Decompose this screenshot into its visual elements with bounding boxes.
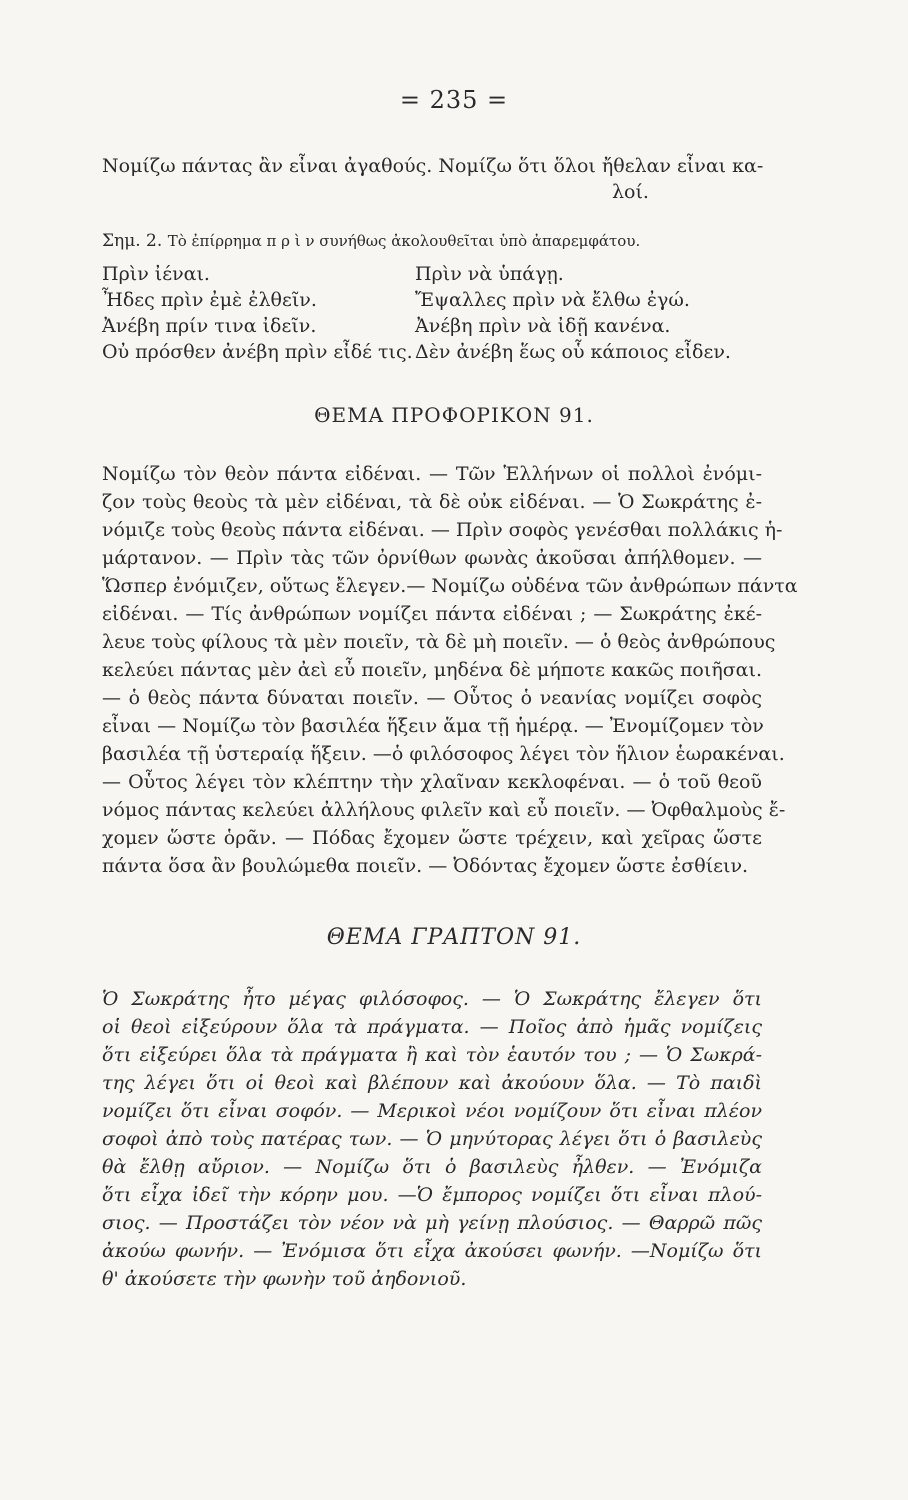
text-line: ἀκούω φωνήν. — Ἐνόμισα ὅτι εἶχα ἀκούσει φωνήν. —Νομίζω ὅτι [102, 1240, 762, 1262]
text-line: χομεν ὥστε ὁρᾶν. — Πόδας ἔχομεν ὥστε τρέχειν, καὶ χεῖρας ὥστε [102, 827, 762, 849]
text-line: κελεύει πάντας μὲν ἀεὶ εὖ ποιεῖν, μηδένα δὲ μήποτε κακῶς ποιῆσαι. [102, 659, 762, 681]
text-line: οἱ θεοὶ εἰξεύρουν ὅλα τὰ πράγματα. — Ποῖος ἀπὸ ἡμᾶς νομίζεις [102, 1016, 762, 1038]
text-line: εἰδέναι. — Τίς ἀνθρώπων νομίζει πάντα εἰδέναι ; — Σωκράτης ἐκέ- [102, 603, 762, 625]
note-label: Σημ. 2. [102, 231, 163, 251]
text-line: νόμιζε τοὺς θεοὺς πάντα εἰδέναι. — Πρὶν σοφὸς γενέσθαι πολλάκις ἡ- [102, 519, 783, 541]
page-number: = 235 = [399, 86, 509, 114]
example-left: Ἦδες πρὶν ἐμὲ ἐλθεῖν. [102, 289, 317, 311]
text-line: θ' ἀκούσετε τὴν φωνὴν τοῦ ἀηδονιοῦ. [102, 1268, 467, 1290]
text-line: — Οὗτος λέγει τὸν κλέπτην τὴν χλαῖναν κεκλοφέναι. — ὁ τοῦ θεοῦ [102, 771, 762, 793]
text-line: βασιλέα τῇ ὑστεραίᾳ ἥξειν. —ὁ φιλόσοφος λέγει τὸν ἥλιον ἑωρακέναι. [102, 743, 785, 765]
text-line: Ὁ Σωκράτης ἦτο μέγας φιλόσοφος. — Ὁ Σωκράτης ἔλεγεν ὅτι [102, 988, 762, 1010]
text-line: — ὁ θεὸς πάντα δύναται ποιεῖν. — Οὗτος ὁ νεανίας νομίζει σοφὸς [102, 687, 762, 709]
text-line: Ὥσπερ ἐνόμιζεν, οὕτως ἔλεγεν.— Νομίζω οὐδένα τῶν ἀνθρώπων πάντα [102, 575, 798, 597]
text-line: ὅτι εἰξεύρει ὅλα τὰ πράγματα ἢ καὶ τὸν ἑαυτόν του ; — Ὁ Σωκρά- [102, 1044, 762, 1066]
example-left: Ἀνέβη πρίν τινα ἰδεῖν. [102, 315, 317, 337]
note-text: Τὸ ἐπίρρημα π ρ ὶ ν συνήθως ἀκολουθεῖται ὑπὸ ἀπαρεμφάτου. [167, 232, 641, 250]
section-heading-oral: ΘΕΜΑ ΠΡΟΦΟΡΙΚΟΝ 91. [314, 403, 594, 427]
text-line: σιος. — Προστάζει τὸν νέον νὰ μὴ γείνῃ πλούσιος. — Θαρρῶ πῶς [102, 1212, 762, 1234]
text-line: εἶναι — Νομίζω τὸν βασιλέα ἥξειν ἅμα τῇ ἡμέρᾳ. — Ἐνομίζομεν τὸν [102, 715, 764, 737]
text-line: μάρτανον. — Πρὶν τὰς τῶν ὀρνίθων φωνὰς ἀκοῦσαι ἀπήλθομεν. — [102, 547, 762, 569]
text-line: Νομίζω τὸν θεὸν πάντα εἰδέναι. — Τῶν Ἑλλήνων οἱ πολλοὶ ἐνόμι- [102, 463, 762, 485]
text-line: λευε τοὺς φίλους τὰ μὲν ποιεῖν, τὰ δὲ μὴ ποιεῖν. — ὁ θεὸς ἀνθρώπους [102, 631, 776, 653]
example-right: Δὲν ἀνέβη ἕως οὗ κάποιος εἶδεν. [415, 341, 731, 363]
text-line: Νομίζω πάντας ἂν εἶναι ἀγαθούς. Νομίζω ὅτι ὅλοι ἤθελαν εἶναι κα- [102, 155, 764, 177]
example-right: Ἔψαλλες πρὶν νὰ ἔλθω ἐγώ. [415, 289, 690, 311]
text-line: θὰ ἔλθῃ αὔριον. — Νομίζω ὅτι ὁ βασιλεὺς ἦλθεν. — Ἐνόμιζα [102, 1156, 762, 1178]
text-line: ὅτι εἶχα ἰδεῖ τὴν κόρην μου. —Ὁ ἔμπορος νομίζει ὅτι εἶναι πλού- [102, 1184, 762, 1206]
example-right: Ἀνέβη πρὶν νὰ ἰδῇ κανένα. [415, 315, 671, 337]
text-line: ζον τοὺς θεοὺς τὰ μὲν εἰδέναι, τὰ δὲ οὐκ εἰδέναι. — Ὁ Σωκράτης ἐ- [102, 491, 762, 513]
section-heading-written: ΘΕΜΑ ΓΡΑΠΤΟΝ 91. [326, 925, 582, 950]
text-line: σοφοὶ ἀπὸ τοὺς πατέρας των. — Ὁ μηνύτορας λέγει ὅτι ὁ βασιλεὺς [102, 1128, 762, 1150]
text-line: της λέγει ὅτι οἱ θεοὶ καὶ βλέπουν καὶ ἀκούουν ὅλα. — Τὸ παιδὶ [102, 1072, 762, 1094]
text-line: νομίζει ὅτι εἶναι σοφόν. — Μερικοὶ νέοι νομίζουν ὅτι εἶναι πλέον [102, 1100, 762, 1122]
text-line: πάντα ὅσα ἂν βουλώμεθα ποιεῖν. — Ὀδόντας ἔχομεν ὥστε ἐσθίειν. [102, 855, 749, 877]
text-line: λοί. [612, 181, 649, 203]
text-line: νόμος πάντας κελεύει ἀλλήλους φιλεῖν καὶ εὖ ποιεῖν. — Ὀφθαλμοὺς ἔ- [102, 799, 786, 821]
example-right: Πρὶν νὰ ὑπάγῃ. [415, 263, 564, 285]
note [102, 229, 640, 253]
example-left: Οὐ πρόσθεν ἀνέβη πρὶν εἶδέ τις. [102, 341, 413, 363]
example-left: Πρὶν ἰέναι. [102, 263, 210, 285]
